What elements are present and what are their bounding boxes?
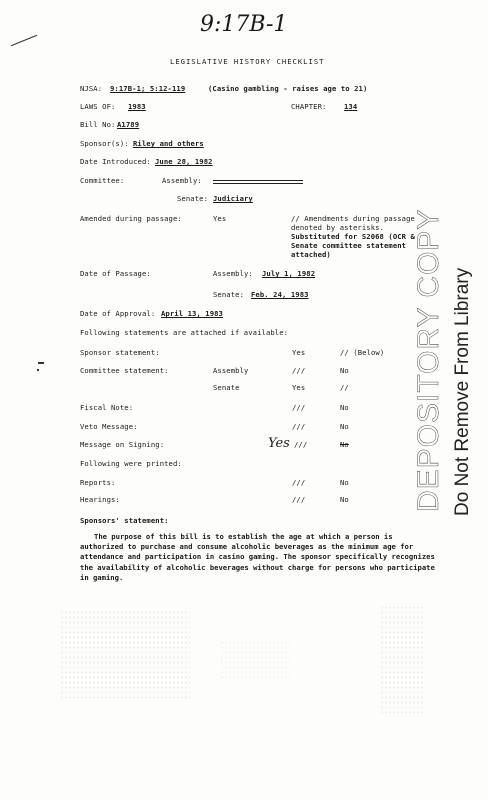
hearings-mark: /// [292, 495, 306, 504]
bill-label: Bill No: [80, 120, 116, 129]
committee-statement-senate: Senate [213, 383, 240, 392]
fiscal-note-label: Fiscal Note: [80, 403, 134, 412]
amended-value: Yes [213, 214, 227, 223]
hearings-label: Hearings: [80, 495, 120, 504]
do-not-remove-stamp: Do Not Remove From Library [452, 267, 473, 516]
amended-label: Amended during passage: [80, 214, 182, 223]
passage-assembly-value: July 1, 1982 [262, 269, 316, 278]
sponsor-statement-body: The purpose of this bill is to establish the age at which a person is authorized to purchase and consume alcoholic beverages as the minimum age for attendance and participation in casino gaming. The sponsor specifically recognizes the availability of alcoholic beverages without charge for persons who participate in gaming. [80, 532, 435, 582]
fiscal-note-value: No [340, 403, 349, 412]
reports-mark: /// [292, 478, 306, 487]
committee-statement-senate-value: // [340, 383, 349, 392]
amended-note-line-4: Senate committee statement [291, 241, 407, 250]
veto-message-label: Veto Message: [80, 422, 138, 431]
fiscal-note-mark: /// [292, 403, 306, 412]
njsa-note: (Casino gambling - raises age to 21) [208, 84, 368, 93]
amended-note-line-1: // Amendments during passage [291, 214, 415, 223]
committee-senate-label: Senate: [177, 194, 208, 203]
margin-tick [38, 362, 44, 364]
introduced-label: Date Introduced: [80, 157, 151, 166]
signing-message-mark: /// [294, 440, 308, 449]
scan-noise-mid [220, 640, 290, 680]
introduced-value: June 28, 1982 [155, 157, 213, 166]
signing-message-label: Message on Signing: [80, 440, 165, 449]
signing-handwritten-yes: Yes [268, 436, 290, 451]
senate-committee-value: Judiciary [213, 194, 253, 203]
depository-copy-stamp: DEPOSITORY COPY [412, 208, 445, 512]
veto-message-mark: /// [292, 422, 306, 431]
signing-message-value: No [340, 440, 349, 449]
veto-message-value: No [340, 422, 349, 431]
passage-assembly-label: Assembly: [213, 269, 253, 278]
sponsor-statement-label: Sponsor statement: [80, 348, 160, 357]
scan-noise-left [60, 610, 190, 700]
passage-senate-value: Feb. 24, 1983 [251, 290, 309, 299]
sponsor-statement-heading: Sponsors' statement: [80, 516, 169, 525]
laws-label: LAWS OF: [80, 102, 116, 111]
margin-tick-2 [37, 369, 39, 371]
sponsor-label: Sponsor(s): [80, 139, 129, 148]
reports-value: No [340, 478, 349, 487]
amended-note-line-2: denoted by asterisks. [291, 223, 384, 232]
njsa-value: 9:17B-1; 5:12-119 [110, 84, 186, 93]
printed-intro: Following were printed: [80, 459, 182, 468]
passage-senate-label: Senate: [213, 290, 244, 299]
statements-intro: Following statements are attached if available: [80, 328, 289, 337]
njsa-label: NJSA: [80, 84, 103, 93]
committee-statement-assembly-value: No [340, 366, 349, 375]
assembly-committee-blank [213, 180, 303, 181]
corner-mark [11, 35, 37, 46]
committee-statement-label: Committee statement: [80, 366, 169, 375]
hearings-value: No [340, 495, 349, 504]
reports-label: Reports: [80, 478, 116, 487]
chapter-label: CHAPTER: [291, 102, 327, 111]
committee-statement-assembly: Assembly [213, 366, 249, 375]
approval-label: Date of Approval: [80, 309, 156, 318]
amended-note-line-5: attached) [291, 250, 331, 259]
document-title: LEGISLATIVE HISTORY CHECKLIST [170, 57, 325, 66]
bill-value: A1789 [117, 120, 140, 129]
passage-label: Date of Passage: [80, 269, 151, 278]
handwritten-document-number: 9:17B-1 [200, 12, 288, 37]
committee-statement-assembly-mark: /// [292, 366, 306, 375]
approval-value: April 13, 1983 [161, 309, 223, 318]
chapter-value: 134 [344, 102, 358, 111]
amended-note-line-3: Substituted for S2068 (OCR & [291, 232, 415, 241]
committee-label: Committee: [80, 176, 125, 185]
committee-assembly-label: Assembly: [162, 176, 202, 185]
committee-statement-senate-mark: Yes [292, 383, 306, 392]
sponsor-statement-value: // (Below) [340, 348, 385, 357]
sponsor-statement-mark: Yes [292, 348, 306, 357]
sponsor-value: Riley and others [133, 139, 204, 148]
scan-noise-right [380, 605, 425, 715]
assembly-committee-blank-2 [213, 183, 303, 184]
laws-value: 1983 [128, 102, 146, 111]
